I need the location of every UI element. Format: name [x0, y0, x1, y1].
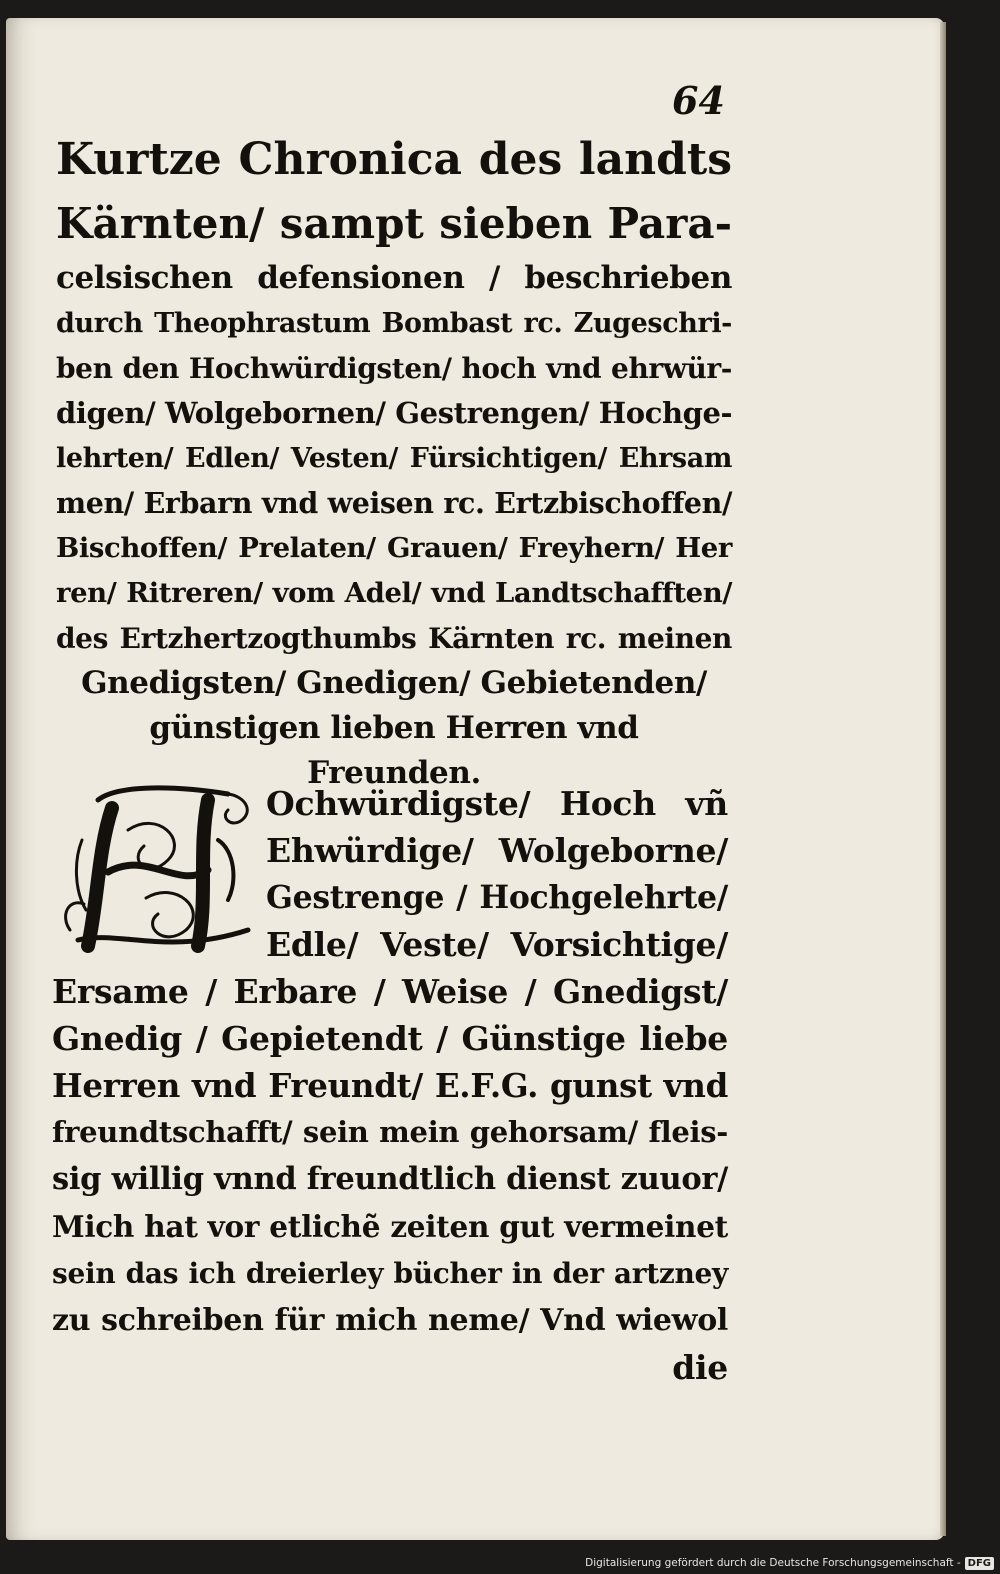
title-line: Bischoffen/ Prelaten/ Grauen/ Freyhern/ Her [56, 532, 732, 564]
body-line: Ehwürdige/ Wolgeborne/ [266, 831, 728, 870]
page-edge [940, 22, 946, 1536]
title-line: Freunden. [307, 755, 481, 791]
title-line: ben den Hochwürdigsten/ hoch vnd ehrwür- [56, 352, 732, 385]
title-line: men/ Erbarn vnd weisen rc. Ertzbischoffen/ [56, 486, 732, 520]
title-line: celsischen defensionen / beschrieben [56, 260, 732, 296]
body-line: Gestrenge / Hochgelehrte/ [266, 879, 728, 916]
title-line: des Ertzhertzogthumbs Kärnten rc. meinen [56, 622, 732, 655]
body-text [52, 780, 728, 1391]
title-line: ren/ Ritreren/ vom Adel/ vnd Landtschafften/ [56, 577, 732, 609]
dfg-logo-icon: DFG [965, 1557, 994, 1570]
title-line: Kärnten/ sampt sieben Para- [56, 199, 732, 248]
digitization-footer [585, 1552, 994, 1574]
title-line: günstigen lieben Herren vnd [149, 710, 639, 746]
body-line: Ersame / Erbare / Weise / Gnedigst/ [52, 972, 728, 1011]
body-line: Edle/ Veste/ Vorsichtige/ [266, 925, 728, 964]
catchword: die [672, 1348, 728, 1387]
body-line: sein das ich dreierley bücher in der artzney [52, 1257, 728, 1290]
title-line: digen/ Wolgebornen/ Gestrengen/ Hochge- [56, 396, 733, 430]
title-line: Gnedigsten/ Gnedigen/ Gebietenden/ [81, 665, 707, 701]
body-line: Ochwürdigste/ Hoch vñ [266, 784, 728, 823]
title-line: Kurtze Chronica des landts [56, 134, 732, 185]
title-line: lehrten/ Edlen/ Vesten/ Fürsichtigen/ Ehrsam [56, 443, 732, 474]
body-line: sig willig vnnd freundtlich dienst zuuor/ [52, 1161, 728, 1197]
body-line: zu schreiben für mich neme/ Vnd wiewol [52, 1303, 728, 1338]
body-line: Mich hat vor etlichẽ zeiten gut vermeinet [52, 1209, 728, 1244]
footer-credit: Digitalisierung gefördert durch die Deutsche Forschungsgemeinschaft - [585, 1557, 961, 1569]
body-line: Gnedig / Gepietendt / Günstige liebe [52, 1019, 728, 1058]
page-number: 64 [672, 78, 725, 123]
decorated-initial-h [58, 780, 260, 958]
title-line: durch Theophrastum Bombast rc. Zugeschri- [56, 308, 732, 339]
body-line: freundtschafft/ sein mein gehorsam/ fleis- [52, 1115, 728, 1149]
body-line: Herren vnd Freundt/ E.F.G. gunst vnd [52, 1066, 728, 1105]
title-block [56, 128, 732, 796]
